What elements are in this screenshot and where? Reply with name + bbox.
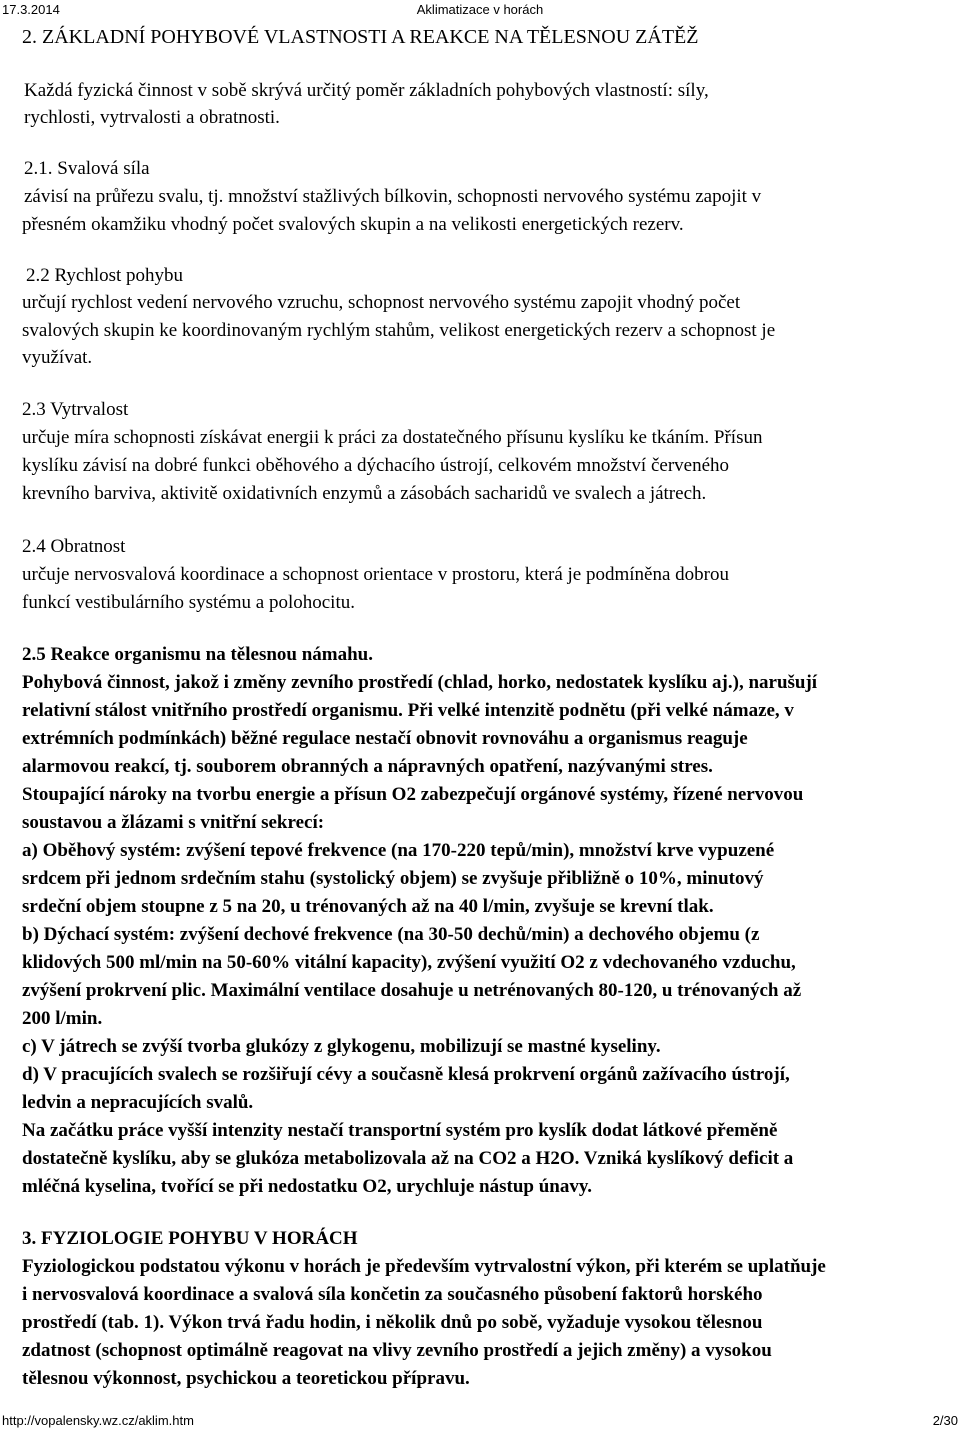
subsection-heading-2-3: 2.3 Vytrvalost	[22, 399, 129, 420]
text-line: mléčná kyselina, tvořící se při nedostatku O2, urychluje nástup únavy.	[22, 1176, 593, 1197]
subsection-heading-2-5: 2.5 Reakce organismu na tělesnou námahu.	[22, 644, 373, 665]
text-line: zvýšení prokrvení plic. Maximální ventilace dosahuje u netrénovaných 80-120, u trénovaných až	[22, 980, 802, 1001]
text-line: b) Dýchací systém: zvýšení dechové frekvence (na 30-50 dechů/min) a dechového objemu (z	[22, 924, 760, 945]
text-line: c) V játrech se zvýší tvorba glukózy z glykogenu, mobilizují se mastné kyseliny.	[22, 1036, 661, 1057]
section-heading-3: 3. FYZIOLOGIE POHYBU V HORÁCH	[22, 1228, 358, 1249]
text-line: dostatečně kyslíku, aby se glukóza metabolizovala až na CO2 a H2O. Vzniká kyslíkový deficit a	[22, 1148, 794, 1169]
text-line: soustavou a žlázami s vnitřní sekrecí:	[22, 812, 325, 833]
text-line: Pohybová činnost, jakož i změny zevního prostředí (chlad, horko, nedostatek kyslíku aj.), narušují	[22, 672, 818, 693]
text-line: Fyziologickou podstatou výkonu v horách je především vytrvalostní výkon, při kterém se uplatňuje	[22, 1256, 826, 1277]
text-line: určují rychlost vedení nervového vzruchu, schopnost nervového systému zapojit vhodný počet	[22, 292, 741, 313]
subsection-heading-2-4: 2.4 Obratnost	[22, 536, 126, 557]
subsection-heading-2-2: 2.2 Rychlost pohybu	[26, 265, 184, 286]
text-line: a) Oběhový systém: zvýšení tepové frekvence (na 170-220 tepů/min), množství krve vypuzené	[22, 840, 775, 861]
text-line: svalových skupin ke koordinovaným rychlým stahům, velikost energetických rezerv a schopnost je	[22, 320, 776, 341]
print-title: Aklimatizace v horách	[416, 2, 544, 17]
text-line: závisí na průřezu svalu, tj. množství stažlivých bílkovin, schopnosti nervového systému zapojit v	[24, 186, 762, 207]
text-line: Každá fyzická činnost v sobě skrývá určitý poměr základních pohybových vlastností: síly,	[24, 80, 709, 101]
text-line: Stoupající nároky na tvorbu energie a přísun O2 zabezpečují orgánové systémy, řízené nervovou	[22, 784, 804, 805]
text-line: prostředí (tab. 1). Výkon trvá řadu hodin, i několik dnů po sobě, vyžaduje vysokou tělesnou	[22, 1312, 763, 1333]
text-line: Na začátku práce vyšší intenzity nestačí transportní systém pro kyslík dodat látkové přeměně	[22, 1120, 778, 1141]
text-line: extrémních podmínkách) běžné regulace nestačí obnovit rovnováhu a organismus reaguje	[22, 728, 748, 749]
text-line: i nervosvalová koordinace a svalová síla končetin za současného působení faktorů horského	[22, 1284, 763, 1305]
text-line: zdatnost (schopnost optimálně reagovat na vlivy zevního prostředí a jejich změny) a vysokou	[22, 1340, 772, 1361]
print-footer	[0, 1410, 960, 1430]
text-line: relativní stálost vnitřního prostředí organismu. Při velké intenzitě podnětu (při velké námaze, v	[22, 700, 794, 721]
section-heading-2: 2. ZÁKLADNÍ POHYBOVÉ VLASTNOSTI A REAKCE NA TĚLESNOU ZÁTĚŽ	[22, 26, 699, 48]
text-line: určuje míra schopnosti získávat energii k práci za dostatečného přísunu kyslíku ke tkáním. Přísun	[22, 427, 763, 448]
text-line: využívat.	[22, 347, 93, 368]
text-line: 200 l/min.	[22, 1008, 103, 1029]
text-line: srdeční objem stoupne z 5 na 20, u trénovaných až na 40 l/min, zvyšuje se krevní tlak.	[22, 896, 714, 917]
text-line: určuje nervosvalová koordinace a schopnost orientace v prostoru, která je podmíněna dobrou	[22, 564, 729, 585]
text-line: rychlosti, vytrvalosti a obratnosti.	[24, 107, 280, 128]
print-url: http://vopalensky.wz.cz/aklim.htm	[2, 1413, 194, 1428]
subsection-heading-2-1: 2.1. Svalová síla	[24, 158, 150, 179]
text-line: přesném okamžiku vhodný počet svalových skupin a na velikosti energetických rezerv.	[22, 214, 684, 235]
page-number: 2/30	[932, 1413, 958, 1428]
text-line: kyslíku závisí na dobré funkci oběhového a dýchacího ústrojí, celkovém množství červeného	[22, 455, 730, 476]
text-line: krevního barviva, aktivitě oxidativních enzymů a zásobách sacharidů ve svalech a játrech.	[22, 483, 707, 504]
text-line: ledvin a nepracujících svalů.	[22, 1092, 254, 1113]
text-line: funkcí vestibulárního systému a polohocitu.	[22, 592, 355, 613]
text-line: klidových 500 ml/min na 50-60% vitální kapacity), zvýšení využití O2 z vdechovaného vzduchu,	[22, 952, 796, 973]
print-date: 17.3.2014	[2, 2, 60, 17]
text-line: tělesnou výkonnost, psychickou a teoretickou přípravu.	[22, 1368, 470, 1389]
text-line: d) V pracujících svalech se rozšiřují cévy a současně klesá prokrvení orgánů zažívacího ústrojí,	[22, 1064, 790, 1085]
text-line: alarmovou reakcí, tj. souborem obranných a nápravných opatření, nazývanými stres.	[22, 756, 713, 777]
text-line: srdcem při jednom srdečním stahu (systolický objem) se zvyšuje přibližně o 10%, minutový	[22, 868, 764, 889]
